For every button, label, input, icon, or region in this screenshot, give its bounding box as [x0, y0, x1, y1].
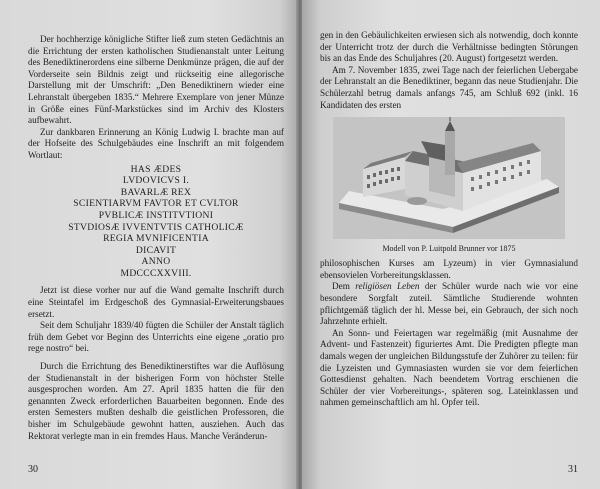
religious-para-rest: der Schüler wurde nach wie vor eine besondere Sorgfalt zuteil. Sämtliche Studierende wohnten pflichtgemäß täglich der hl. Messe bei, ein Gebrauch, der sich noch Jahrzehnte erhielt. [320, 281, 578, 327]
left-paragraph-1: Der hochherzige königliche Stifter ließ zum steten Gedächtnis an die Errichtung der ersten katholischen Studienanstalt unter Leitung des Benediktinerordens eine silberne Denkmünze prägen, die auf der Vorderseite sein Bildnis zeigt und rückseitig eine allegorische Darstellung mit der Umschrift: „Den Benediktinern wieder eine Lehranstalt übergeben 1835.“ Mehrere Exemplare von jener Münze in Größe eines Fünf-Markstückes sind im Archiv des Klosters aufbewahrt. [28, 34, 284, 126]
religious-life-emphasis: religiösen Leben [355, 281, 420, 292]
left-paragraph-3: Jetzt ist diese vorher nur auf die Wand gemalte Inschrift durch eine Steintafel im Erdgeschoß des Gymnasial-Erweiterungsbaues ersetzt. [28, 285, 284, 319]
inscription-line: REGIA MVNIFICENTIA [103, 233, 209, 245]
figure-caption: Modell von P. Luitpold Brunner vor 1875 [382, 244, 516, 254]
page-number-right: 31 [568, 464, 578, 475]
left-paragraph-4: Seit dem Schuljahr 1839/40 fügten die Schüler der Anstalt täglich früh dem Gebet vor Beginn des Unterrichts eine eigene „oratio pro rege nostro“ bei. [28, 320, 284, 354]
inscription-line: PVBLICÆ INSTITVTIONI [98, 209, 214, 221]
inscription-line: STVDIOSÆ IVVENTVTIS CATHOLICÆ [68, 221, 244, 233]
inscription-line: MDCCCXXVIII. [120, 267, 192, 279]
building-model-illustration [333, 117, 565, 239]
page-number-left: 30 [28, 464, 38, 475]
inscription [28, 164, 284, 280]
left-page [0, 0, 298, 489]
right-paragraph-5: An Sonn- und Feiertagen war regelmäßig (mit Ausnahme der Advent- und Fastenzeit) figuriertes Amt. Die Predigten pflegte man damals wegen der ungleichen Bildungsstufe der Zuhörer zu teilen: für die Lyzeisten und Gymnasiasten wurden sie vor dem feierlichen Gottesdienst gehalten. Nach beendetem Vortrag erschienen die Schüler der vier Vorbereitungs-, späteren sog. Lateinklassen und nahmen gemeinschaftlich am hl. Opfer teil. [320, 327, 578, 408]
inscription-line: ANNO [141, 256, 171, 268]
right-paragraph-1: gen in den Gebäulichkeiten erwiesen sich als notwendig, doch konnte der Unterricht trotz der durch die Verhältnisse bedingten Störungen bis an das Ende des Schuljahres (20. August) fortgesetzt werden. [320, 30, 578, 64]
right-paragraph-2: Am 7. November 1835, zwei Tage nach der feierlichen Uebergabe der Lehranstalt an die Benediktiner, begann das neue Studienjahr. Die Schülerzahl betrug damals anfangs 745, am Schluß 692 (inkl. 16 Kandidaten des ersten [320, 64, 578, 110]
inscription-line: HAS ÆDES [130, 163, 182, 175]
left-paragraph-5: Durch die Errichtung des Benediktinerstiftes war die Auflösung der Studienanstalt in der bisherigen Form von höchster Stelle ausgesprochen worden. Am 27. April 1835 hatten die für den genannten Zweck erforderlichen Bauarbeiten begonnen. Ende des ersten Semesters mußten deshalb die geistlichen Professoren, die bisher im Schulgebäude gewohnt hatten, ausziehen. Auch das Rektorat verlegte man in ein fremdes Haus. Manche Veränderun- [28, 361, 284, 441]
left-paragraph-2: Zur dankbaren Erinnerung an König Ludwig I. brachte man auf der Hofseite des Schulgebäudes eine Inschrift an mit folgendem Wortlaut: [28, 126, 284, 160]
right-paragraph-4 [320, 281, 578, 327]
monastery-model-photo [333, 117, 565, 239]
right-page [302, 0, 600, 489]
inscription-line: BAVARLÆ REX [120, 186, 192, 198]
right-paragraph-3: philosophischen Kurses am Lyzeum) in vier Gymnasialund ebensovielen Vorbereitungsklassen. [320, 258, 578, 280]
inscription-line: SCIENTIARVM FAVTOR ET CVLTOR [73, 198, 239, 210]
inscription-line: DICAVIT [135, 244, 177, 256]
inscription-line: LVDOVICVS I. [122, 175, 190, 187]
religious-para-lead: Dem [332, 281, 356, 292]
